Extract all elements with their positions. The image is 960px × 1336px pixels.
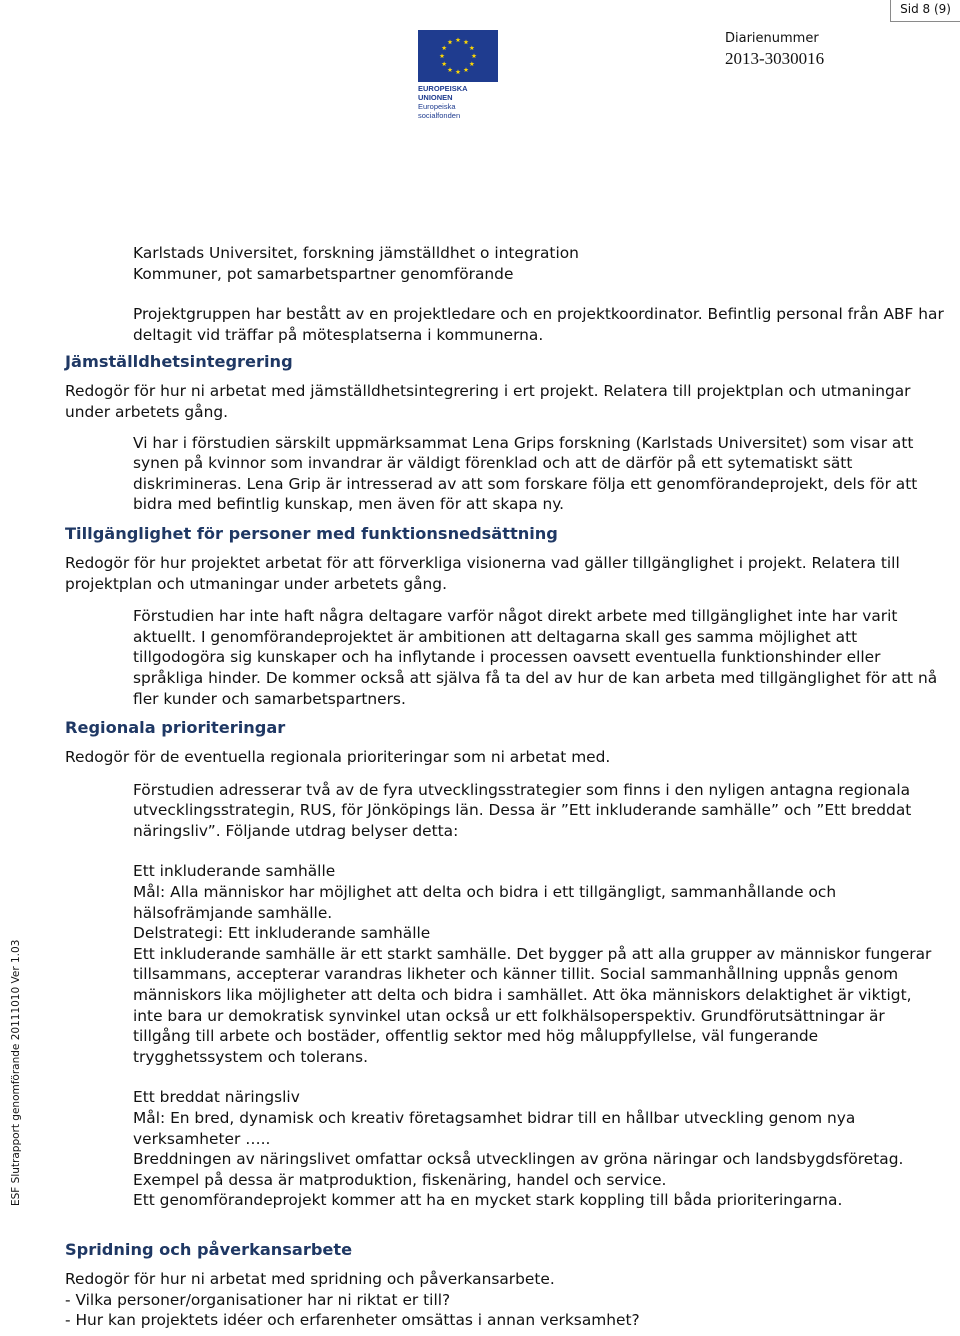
diarie-number: 2013-3030016 [725, 49, 825, 68]
side-footer-label: ESF Slutrapport genomförande 20111010 Ver 1.03 [10, 939, 22, 1206]
intro-line-1: Karlstads Universitet, forskning jämställdhet o integration [133, 244, 579, 262]
intro-line-2: Kommuner, pot samarbetspartner genomförande [133, 264, 514, 283]
block2-conclusion: Ett genomförandeprojekt kommer att ha en mycket stark koppling till båda prioriteringarna. [133, 1191, 843, 1210]
eu-logo-line2: Europeiska socialfonden [418, 102, 461, 120]
block1-text: Ett inkluderande samhälle är ett starkt samhälle. Det bygger på att alla grupper av människor fungerar tillsammans, accepterar varandras likheter och känner tillit. Social sammanhållning uppnås genom människors lika möjligheter att delta och bidra i samhället. Att öka människors delaktighet är viktigt, inte bara ur demokratisk synvinkel utan också ur ett folkhälsoperspektiv. Grundförutsättningar är tillgång till arbete och bostäder, offentlig sektor med hög måluppfyllelse, väl fungerande trygghetssystem och tolerans. [133, 944, 932, 1066]
block2-title: Ett breddat näringsliv [133, 1088, 300, 1107]
bullet-spridning-1: - Vilka personer/organisationer har ni riktat er till? [65, 1290, 451, 1309]
intro-block [133, 243, 945, 345]
answer-tillganglighet: Förstudien har inte haft några deltagare varför något direkt arbete med tillgänglighet inte har varit aktuellt. I genomförandeprojektet är ambitionen att deltagarna skall ges samma möjlighet att tillgodogöra sig kunskaper och ha inflytande i processen oavsett eventuella funktionshinder eller språkliga hinder. De kommer också att själva få ta del av hur de kan arbeta med tillgänglighet för att nå fler kunder och samarbetspartners. [133, 607, 938, 708]
answer-jamstalldhet: Vi har i förstudien särskilt uppmärksammat Lena Grips forskning (Karlstads Universitet) som visar att synen på kvinnor som invandrar är väldigt förenklad och att de därför på ett sytematiskt sätt diskrimineras. Lena Grip är intresserad av att som forskare följa ett genomförandeprojekt, dels för att bidra med befintlig kunskap, men även för att skapa ny. [133, 433, 918, 514]
question-tillganglighet: Redogör för hur projektet arbetat för att förverkliga visionerna vad gäller tillgänglighet i projekt. Relatera till projektplan och utmaningar under arbetets gång. [65, 553, 900, 593]
section-heading-jamstalldhet: Jämställdhetsintegrering [65, 352, 293, 372]
question-jamstalldhet: Redogör för hur ni arbetat med jämställdhetsintegrering i ert projekt. Relatera till projektplan och utmaningar under arbetets gång. [65, 382, 911, 421]
block2-text: Breddningen av näringslivet omfattar också utvecklingen av gröna näringar och landsbygdsföretag. Exempel på dessa är matproduktion, fiskenäring, handel och service. [133, 1150, 904, 1189]
section-heading-tillganglighet: Tillgänglighet för personer med funktionsnedsättning [65, 523, 558, 543]
document-body [65, 243, 945, 1331]
eu-logo-caption [418, 84, 498, 120]
bullet-spridning-2: - Hur kan projektets idéer och erfarenheter omsättas i annan verksamhet? [65, 1311, 640, 1330]
eu-logo-line1: EUROPEISKA UNIONEN [418, 84, 468, 102]
diarie-label: Diarienummer [725, 31, 819, 46]
section-heading-regionala: Regionala prioriteringar [65, 718, 286, 738]
question-regionala: Redogör för de eventuella regionala prioriteringar som ni arbetat med. [65, 748, 611, 767]
eu-flag-icon [418, 30, 498, 82]
regionala-intro: Förstudien adresserar två av de fyra utvecklingsstrategier som finns i den nyligen antagna regionala utvecklingsstrategin, RUS, för Jönköpings län. Dessa är ”Ett inkluderande samhälle” och ”Ett breddat näringsliv”. Följande utdrag belyser detta: [133, 780, 912, 840]
intro-paragraph: Projektgruppen har bestått av en projektledare och en projektkoordinator. Befintlig personal från ABF har deltagit vid träffar på mötesplatserna i kommunerna. [133, 305, 944, 344]
block1-strategy: Delstrategi: Ett inkluderande samhälle [133, 924, 431, 943]
eu-logo [418, 30, 498, 120]
block1-goal: Mål: Alla människor har möjlighet att delta och bidra i ett tillgängligt, sammanhållande och hälsofrämjande samhälle. [133, 883, 837, 922]
section-heading-spridning: Spridning och påverkansarbete [65, 1239, 353, 1259]
diarie-block [725, 30, 824, 70]
block1-title: Ett inkluderande samhälle [133, 862, 336, 881]
block2-goal: Mål: En bred, dynamisk och kreativ företagsamhet bidrar till en hållbar utveckling genom nya verksamheter ….. [133, 1109, 856, 1148]
page-number: Sid 8 (9) [890, 0, 960, 22]
question-spridning: Redogör för hur ni arbetat med spridning och påverkansarbete. [65, 1269, 555, 1288]
answer-regionala [133, 780, 945, 1211]
